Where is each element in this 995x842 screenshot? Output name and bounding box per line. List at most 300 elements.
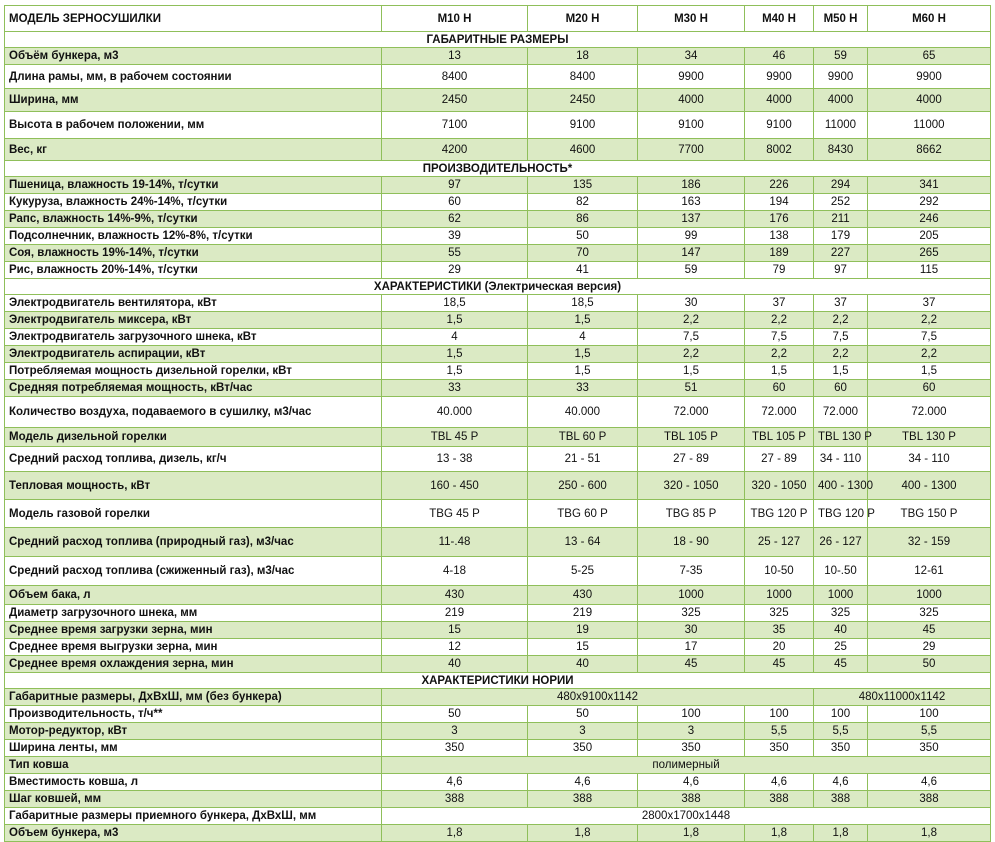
value-cell: 29	[868, 639, 991, 656]
value-cell: TBG 120 P	[745, 500, 814, 528]
row-label: Средний расход топлива (природный газ), м3/час	[5, 528, 382, 557]
value-cell: 350	[745, 740, 814, 757]
model-header: M20 H	[528, 6, 638, 32]
value-cell: 46	[745, 48, 814, 65]
row-label: Тепловая мощность, кВт	[5, 472, 382, 500]
value-cell: 138	[745, 228, 814, 245]
value-cell: TBL 130 P	[814, 428, 868, 447]
row-label: Средний расход топлива, дизель, кг/ч	[5, 447, 382, 472]
value-cell: 219	[382, 605, 528, 622]
value-cell: 34 - 110	[868, 447, 991, 472]
value-cell: 25 - 127	[745, 528, 814, 557]
value-cell: 211	[814, 211, 868, 228]
section-row	[5, 279, 991, 295]
row-label: Модель газовой горелки	[5, 500, 382, 528]
value-cell: 86	[528, 211, 638, 228]
value-cell: 1,8	[382, 825, 528, 842]
value-cell: TBL 60 P	[528, 428, 638, 447]
value-cell: 135	[528, 177, 638, 194]
row-label: Вместимость ковша, л	[5, 774, 382, 791]
value-cell: 82	[528, 194, 638, 211]
section-title: ПРОИЗВОДИТЕЛЬНОСТЬ*	[5, 161, 991, 177]
value-cell: 34	[638, 48, 745, 65]
table-row	[5, 757, 991, 774]
table-row	[5, 774, 991, 791]
value-cell: TBG 45 P	[382, 500, 528, 528]
value-cell: 50	[382, 706, 528, 723]
value-cell: 59	[638, 262, 745, 279]
value-cell: 3	[382, 723, 528, 740]
row-label: Потребляемая мощность дизельной горелки, кВт	[5, 363, 382, 380]
table-row	[5, 139, 991, 161]
value-cell: 45	[638, 656, 745, 673]
table-row	[5, 89, 991, 112]
value-cell: TBL 105 P	[745, 428, 814, 447]
row-label: Электродвигатель миксера, кВт	[5, 312, 382, 329]
value-cell: 1,5	[382, 346, 528, 363]
value-cell: 2,2	[745, 346, 814, 363]
value-cell: 40	[382, 656, 528, 673]
value-cell: 252	[814, 194, 868, 211]
value-cell: 4000	[638, 89, 745, 112]
value-cell: TBG 85 P	[638, 500, 745, 528]
value-cell: 79	[745, 262, 814, 279]
table-row	[5, 295, 991, 312]
value-cell: 4,6	[814, 774, 868, 791]
value-cell: 40	[528, 656, 638, 673]
value-cell: 59	[814, 48, 868, 65]
value-cell: 388	[528, 791, 638, 808]
value-cell: 7-35	[638, 557, 745, 586]
row-label: Подсолнечник, влажность 12%-8%, т/сутки	[5, 228, 382, 245]
value-cell: 160 - 450	[382, 472, 528, 500]
model-header: M10 H	[382, 6, 528, 32]
value-cell: 350	[382, 740, 528, 757]
value-cell: 194	[745, 194, 814, 211]
value-cell: 250 - 600	[528, 472, 638, 500]
value-cell: 1,8	[745, 825, 814, 842]
value-cell: 27 - 89	[638, 447, 745, 472]
value-cell: 219	[528, 605, 638, 622]
row-label: Электродвигатель вентилятора, кВт	[5, 295, 382, 312]
table-row	[5, 245, 991, 262]
merged-value-cell: 480x9100x1142	[382, 689, 814, 706]
value-cell: 21 - 51	[528, 447, 638, 472]
table-row	[5, 622, 991, 639]
table-row	[5, 228, 991, 245]
value-cell: 70	[528, 245, 638, 262]
table-row	[5, 656, 991, 673]
value-cell: 100	[638, 706, 745, 723]
value-cell: 4,6	[638, 774, 745, 791]
value-cell: 4-18	[382, 557, 528, 586]
value-cell: 30	[638, 622, 745, 639]
row-label: Количество воздуха, подаваемого в сушилку, м3/час	[5, 397, 382, 428]
value-cell: 1,5	[382, 363, 528, 380]
value-cell: 2,2	[814, 312, 868, 329]
value-cell: 9100	[638, 112, 745, 139]
value-cell: 60	[868, 380, 991, 397]
value-cell: 97	[814, 262, 868, 279]
value-cell: 13 - 38	[382, 447, 528, 472]
value-cell: 400 - 1300	[868, 472, 991, 500]
value-cell: 50	[528, 706, 638, 723]
table-row	[5, 397, 991, 428]
row-label: Среднее время выгрузки зерна, мин	[5, 639, 382, 656]
value-cell: 7,5	[868, 329, 991, 346]
row-label: Ширина, мм	[5, 89, 382, 112]
value-cell: 2,2	[868, 312, 991, 329]
value-cell: 189	[745, 245, 814, 262]
value-cell: 27 - 89	[745, 447, 814, 472]
row-label: Тип ковша	[5, 757, 382, 774]
value-cell: 55	[382, 245, 528, 262]
value-cell: TBG 150 P	[868, 500, 991, 528]
value-cell: 15	[528, 639, 638, 656]
row-label: Ширина ленты, мм	[5, 740, 382, 757]
value-cell: 37	[745, 295, 814, 312]
value-cell: 60	[814, 380, 868, 397]
value-cell: 1000	[638, 586, 745, 605]
value-cell: 18,5	[528, 295, 638, 312]
value-cell: 97	[382, 177, 528, 194]
value-cell: 226	[745, 177, 814, 194]
value-cell: 7,5	[745, 329, 814, 346]
section-row	[5, 673, 991, 689]
value-cell: 72.000	[868, 397, 991, 428]
table-row	[5, 380, 991, 397]
row-label: Объём бункера, м3	[5, 48, 382, 65]
value-cell: 7100	[382, 112, 528, 139]
row-label: Габаритные размеры приемного бункера, ДхВхШ, мм	[5, 808, 382, 825]
value-cell: 13 - 64	[528, 528, 638, 557]
value-cell: 8400	[528, 65, 638, 89]
table-row	[5, 557, 991, 586]
value-cell: 19	[528, 622, 638, 639]
value-cell: 1,5	[814, 363, 868, 380]
value-cell: 292	[868, 194, 991, 211]
value-cell: 350	[638, 740, 745, 757]
value-cell: 7,5	[638, 329, 745, 346]
table-row	[5, 112, 991, 139]
value-cell: 4,6	[745, 774, 814, 791]
row-label: Средний расход топлива (сжиженный газ), м3/час	[5, 557, 382, 586]
row-label: Электродвигатель аспирации, кВт	[5, 346, 382, 363]
value-cell: 60	[382, 194, 528, 211]
value-cell: 2,2	[868, 346, 991, 363]
value-cell: 72.000	[814, 397, 868, 428]
value-cell: 325	[745, 605, 814, 622]
section-row	[5, 32, 991, 48]
value-cell: 33	[382, 380, 528, 397]
value-cell: 20	[745, 639, 814, 656]
value-cell: 45	[814, 656, 868, 673]
value-cell: 325	[638, 605, 745, 622]
table-row	[5, 428, 991, 447]
value-cell: 72.000	[638, 397, 745, 428]
value-cell: 72.000	[745, 397, 814, 428]
row-label: Средняя потребляемая мощность, кВт/час	[5, 380, 382, 397]
row-label: Среднее время загрузки зерна, мин	[5, 622, 382, 639]
value-cell: 1,8	[528, 825, 638, 842]
table-row	[5, 639, 991, 656]
value-cell: 4,6	[868, 774, 991, 791]
row-label: Мотор-редуктор, кВт	[5, 723, 382, 740]
value-cell: 325	[868, 605, 991, 622]
row-label: Пшеница, влажность 19-14%, т/сутки	[5, 177, 382, 194]
value-cell: 430	[528, 586, 638, 605]
value-cell: 45	[868, 622, 991, 639]
value-cell: 4	[382, 329, 528, 346]
value-cell: 1,8	[638, 825, 745, 842]
table-row	[5, 312, 991, 329]
value-cell: 8662	[868, 139, 991, 161]
value-cell: 12	[382, 639, 528, 656]
value-cell: 99	[638, 228, 745, 245]
table-row	[5, 363, 991, 380]
value-cell: 12-61	[868, 557, 991, 586]
model-header: M30 H	[638, 6, 745, 32]
value-cell: 5,5	[868, 723, 991, 740]
spec-table-body	[5, 6, 991, 842]
table-row	[5, 262, 991, 279]
value-cell: 13	[382, 48, 528, 65]
value-cell: 40	[814, 622, 868, 639]
value-cell: 2,2	[745, 312, 814, 329]
value-cell: 26 - 127	[814, 528, 868, 557]
value-cell: 100	[814, 706, 868, 723]
merged-value-cell: полимерный	[382, 757, 991, 774]
row-label: Кукуруза, влажность 24%-14%, т/сутки	[5, 194, 382, 211]
merged-value-cell: 480x11000x1142	[814, 689, 991, 706]
table-row	[5, 740, 991, 757]
header-title: МОДЕЛЬ ЗЕРНОСУШИЛКИ	[5, 6, 382, 32]
value-cell: 2,2	[638, 312, 745, 329]
table-row	[5, 586, 991, 605]
value-cell: TBG 60 P	[528, 500, 638, 528]
table-row	[5, 791, 991, 808]
model-header: M60 H	[868, 6, 991, 32]
value-cell: 29	[382, 262, 528, 279]
value-cell: 350	[868, 740, 991, 757]
table-row	[5, 329, 991, 346]
table-row	[5, 500, 991, 528]
table-row	[5, 605, 991, 622]
row-label: Соя, влажность 19%-14%, т/сутки	[5, 245, 382, 262]
value-cell: 35	[745, 622, 814, 639]
value-cell: 4	[528, 329, 638, 346]
table-row	[5, 825, 991, 842]
value-cell: 8430	[814, 139, 868, 161]
value-cell: 11-.48	[382, 528, 528, 557]
row-label: Габаритные размеры, ДхВхШ, мм (без бункера)	[5, 689, 382, 706]
value-cell: 30	[638, 295, 745, 312]
table-row	[5, 48, 991, 65]
value-cell: 430	[382, 586, 528, 605]
value-cell: 5-25	[528, 557, 638, 586]
value-cell: 2,2	[638, 346, 745, 363]
value-cell: 4,6	[382, 774, 528, 791]
value-cell: 1,8	[868, 825, 991, 842]
value-cell: 25	[814, 639, 868, 656]
value-cell: 4200	[382, 139, 528, 161]
section-title: ГАБАРИТНЫЕ РАЗМЕРЫ	[5, 32, 991, 48]
value-cell: 1,8	[814, 825, 868, 842]
row-label: Вес, кг	[5, 139, 382, 161]
dryer-spec-table	[4, 5, 991, 842]
section-title: ХАРАКТЕРИСТИКИ НОРИИ	[5, 673, 991, 689]
model-header: M50 H	[814, 6, 868, 32]
value-cell: 320 - 1050	[638, 472, 745, 500]
value-cell: TBL 105 P	[638, 428, 745, 447]
value-cell: 8400	[382, 65, 528, 89]
value-cell: 265	[868, 245, 991, 262]
table-row	[5, 65, 991, 89]
value-cell: 1,5	[638, 363, 745, 380]
table-row	[5, 177, 991, 194]
value-cell: 34 - 110	[814, 447, 868, 472]
value-cell: 1000	[868, 586, 991, 605]
value-cell: 18,5	[382, 295, 528, 312]
value-cell: 37	[814, 295, 868, 312]
value-cell: 9900	[814, 65, 868, 89]
row-label: Электродвигатель загрузочного шнека, кВт	[5, 329, 382, 346]
value-cell: 9100	[528, 112, 638, 139]
value-cell: 115	[868, 262, 991, 279]
value-cell: 388	[745, 791, 814, 808]
row-label: Производительность, т/ч**	[5, 706, 382, 723]
table-row	[5, 706, 991, 723]
value-cell: 388	[814, 791, 868, 808]
value-cell: 45	[745, 656, 814, 673]
table-row	[5, 689, 991, 706]
value-cell: 350	[528, 740, 638, 757]
table-row	[5, 194, 991, 211]
value-cell: 325	[814, 605, 868, 622]
value-cell: 1,5	[528, 346, 638, 363]
row-label: Рис, влажность 20%-14%, т/сутки	[5, 262, 382, 279]
value-cell: 1,5	[528, 363, 638, 380]
value-cell: 100	[868, 706, 991, 723]
section-row	[5, 161, 991, 177]
value-cell: 39	[382, 228, 528, 245]
value-cell: 163	[638, 194, 745, 211]
value-cell: 18 - 90	[638, 528, 745, 557]
table-row	[5, 808, 991, 825]
value-cell: 179	[814, 228, 868, 245]
header-row	[5, 6, 991, 32]
value-cell: 3	[638, 723, 745, 740]
section-title: ХАРАКТЕРИСТИКИ (Электрическая версия)	[5, 279, 991, 295]
value-cell: 8002	[745, 139, 814, 161]
value-cell: 10-.50	[814, 557, 868, 586]
value-cell: 137	[638, 211, 745, 228]
value-cell: 205	[868, 228, 991, 245]
value-cell: 15	[382, 622, 528, 639]
row-label: Рапс, влажность 14%-9%, т/сутки	[5, 211, 382, 228]
value-cell: 100	[745, 706, 814, 723]
value-cell: 400 - 1300	[814, 472, 868, 500]
row-label: Среднее время охлаждения зерна, мин	[5, 656, 382, 673]
value-cell: 5,5	[745, 723, 814, 740]
value-cell: 7,5	[814, 329, 868, 346]
table-row	[5, 528, 991, 557]
value-cell: 5,5	[814, 723, 868, 740]
value-cell: 37	[868, 295, 991, 312]
value-cell: 2450	[382, 89, 528, 112]
value-cell: 62	[382, 211, 528, 228]
value-cell: 10-50	[745, 557, 814, 586]
row-label: Объем бака, л	[5, 586, 382, 605]
value-cell: 32 - 159	[868, 528, 991, 557]
table-row	[5, 346, 991, 363]
value-cell: 341	[868, 177, 991, 194]
table-row	[5, 447, 991, 472]
value-cell: 65	[868, 48, 991, 65]
value-cell: 41	[528, 262, 638, 279]
value-cell: 227	[814, 245, 868, 262]
value-cell: 7700	[638, 139, 745, 161]
value-cell: 147	[638, 245, 745, 262]
value-cell: 388	[868, 791, 991, 808]
value-cell: 4600	[528, 139, 638, 161]
value-cell: 4000	[868, 89, 991, 112]
value-cell: 294	[814, 177, 868, 194]
row-label: Диаметр загрузочного шнека, мм	[5, 605, 382, 622]
value-cell: 4000	[745, 89, 814, 112]
row-label: Объем бункера, м3	[5, 825, 382, 842]
row-label: Высота в рабочем положении, мм	[5, 112, 382, 139]
value-cell: 51	[638, 380, 745, 397]
row-label: Шаг ковшей, мм	[5, 791, 382, 808]
value-cell: 11000	[868, 112, 991, 139]
value-cell: 50	[868, 656, 991, 673]
value-cell: 18	[528, 48, 638, 65]
value-cell: 9900	[638, 65, 745, 89]
value-cell: 4000	[814, 89, 868, 112]
value-cell: TBL 130 P	[868, 428, 991, 447]
row-label: Длина рамы, мм, в рабочем состоянии	[5, 65, 382, 89]
value-cell: 9900	[868, 65, 991, 89]
value-cell: 320 - 1050	[745, 472, 814, 500]
model-header: M40 H	[745, 6, 814, 32]
value-cell: 4,6	[528, 774, 638, 791]
value-cell: 50	[528, 228, 638, 245]
value-cell: TBL 45 P	[382, 428, 528, 447]
value-cell: 1,5	[382, 312, 528, 329]
value-cell: 1000	[745, 586, 814, 605]
value-cell: 2,2	[814, 346, 868, 363]
table-row	[5, 472, 991, 500]
value-cell: 176	[745, 211, 814, 228]
merged-value-cell: 2800x1700x1448	[382, 808, 991, 825]
value-cell: 2450	[528, 89, 638, 112]
value-cell: 186	[638, 177, 745, 194]
value-cell: 388	[638, 791, 745, 808]
value-cell: 17	[638, 639, 745, 656]
value-cell: 1,5	[868, 363, 991, 380]
value-cell: 9900	[745, 65, 814, 89]
table-row	[5, 211, 991, 228]
value-cell: 33	[528, 380, 638, 397]
value-cell: 388	[382, 791, 528, 808]
value-cell: 11000	[814, 112, 868, 139]
value-cell: 40.000	[528, 397, 638, 428]
value-cell: 9100	[745, 112, 814, 139]
row-label: Модель дизельной горелки	[5, 428, 382, 447]
value-cell: 60	[745, 380, 814, 397]
value-cell: 1000	[814, 586, 868, 605]
